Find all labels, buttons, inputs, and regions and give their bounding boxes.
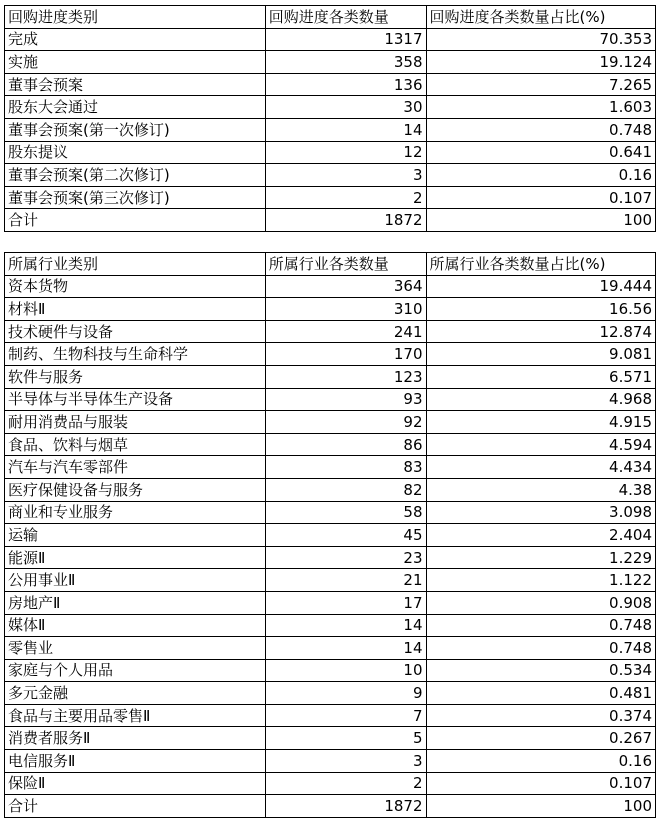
header-row [5,6,656,29]
table-row [5,73,656,96]
category-cell[interactable]: 实施 [5,51,266,74]
table-row [5,298,656,321]
category-cell[interactable]: 能源Ⅱ [5,546,266,569]
table-row [5,727,656,750]
count-cell[interactable]: 1872 [265,209,426,232]
percent-cell[interactable]: 0.748 [426,637,655,660]
percent-cell[interactable]: 1.603 [426,96,655,119]
header-cell[interactable]: 所属行业各类数量占比(%) [426,253,655,276]
header-cell[interactable]: 回购进度各类数量占比(%) [426,6,655,29]
percent-cell[interactable]: 4.968 [426,388,655,411]
category-cell[interactable]: 耐用消费品与服装 [5,411,266,434]
percent-cell[interactable]: 0.107 [426,772,655,795]
count-cell[interactable]: 45 [265,524,426,547]
percent-cell[interactable]: 0.534 [426,659,655,682]
category-cell[interactable]: 公用事业Ⅱ [5,569,266,592]
industry-category-table [4,252,656,818]
table-row [5,478,656,501]
table-row [5,704,656,727]
category-cell[interactable]: 电信服务Ⅱ [5,750,266,773]
percent-cell[interactable]: 0.374 [426,704,655,727]
table-row [5,682,656,705]
count-cell[interactable]: 364 [265,275,426,298]
table-row [5,365,656,388]
table-row [5,750,656,773]
table-row [5,591,656,614]
count-cell[interactable]: 17 [265,591,426,614]
category-cell[interactable]: 医疗保健设备与服务 [5,478,266,501]
percent-cell[interactable]: 0.748 [426,118,655,141]
percent-cell[interactable]: 0.16 [426,750,655,773]
category-cell[interactable]: 房地产Ⅱ [5,591,266,614]
table-row [5,637,656,660]
count-cell[interactable]: 2 [265,186,426,209]
table-row [5,569,656,592]
count-cell[interactable]: 358 [265,51,426,74]
category-cell[interactable]: 商业和专业服务 [5,501,266,524]
count-cell[interactable]: 14 [265,118,426,141]
percent-cell[interactable]: 0.267 [426,727,655,750]
percent-cell[interactable]: 19.124 [426,51,655,74]
table-row [5,501,656,524]
count-cell[interactable]: 241 [265,320,426,343]
count-cell[interactable]: 310 [265,298,426,321]
category-cell[interactable]: 材料Ⅱ [5,298,266,321]
category-cell[interactable]: 资本货物 [5,275,266,298]
table-row [5,388,656,411]
table-row [5,411,656,434]
count-cell[interactable]: 5 [265,727,426,750]
category-cell[interactable]: 半导体与半导体生产设备 [5,388,266,411]
count-cell[interactable]: 3 [265,164,426,187]
percent-cell[interactable]: 70.353 [426,28,655,51]
category-cell[interactable]: 食品、饮料与烟草 [5,433,266,456]
table-row [5,795,656,818]
table-row [5,186,656,209]
category-cell[interactable]: 董事会预案(第一次修订) [5,118,266,141]
category-cell[interactable]: 制药、生物科技与生命科学 [5,343,266,366]
percent-cell[interactable]: 0.748 [426,614,655,637]
category-cell[interactable]: 合计 [5,795,266,818]
percent-cell[interactable]: 3.098 [426,501,655,524]
table-row [5,28,656,51]
percent-cell[interactable]: 4.915 [426,411,655,434]
category-cell[interactable]: 完成 [5,28,266,51]
category-cell[interactable]: 董事会预案(第三次修订) [5,186,266,209]
count-cell[interactable]: 14 [265,637,426,660]
count-cell[interactable]: 82 [265,478,426,501]
table-row [5,96,656,119]
percent-cell[interactable]: 0.908 [426,591,655,614]
count-cell[interactable]: 2 [265,772,426,795]
count-cell[interactable]: 1317 [265,28,426,51]
count-cell[interactable]: 10 [265,659,426,682]
percent-cell[interactable]: 0.641 [426,141,655,164]
count-cell[interactable]: 123 [265,365,426,388]
header-cell[interactable]: 回购进度类别 [5,6,266,29]
percent-cell[interactable]: 100 [426,795,655,818]
count-cell[interactable]: 83 [265,456,426,479]
count-cell[interactable]: 58 [265,501,426,524]
count-cell[interactable]: 92 [265,411,426,434]
category-cell[interactable]: 董事会预案 [5,73,266,96]
count-cell[interactable]: 93 [265,388,426,411]
count-cell[interactable]: 3 [265,750,426,773]
table-row [5,343,656,366]
table-row [5,614,656,637]
category-cell[interactable]: 董事会预案(第二次修订) [5,164,266,187]
category-cell[interactable]: 多元金融 [5,682,266,705]
category-cell[interactable]: 股东提议 [5,141,266,164]
header-cell[interactable]: 所属行业各类数量 [265,253,426,276]
count-cell[interactable]: 21 [265,569,426,592]
table-row [5,524,656,547]
percent-cell[interactable]: 12.874 [426,320,655,343]
percent-cell[interactable]: 100 [426,209,655,232]
category-cell[interactable]: 软件与服务 [5,365,266,388]
category-cell[interactable]: 保险Ⅱ [5,772,266,795]
category-cell[interactable]: 消费者服务Ⅱ [5,727,266,750]
table-row [5,659,656,682]
percent-cell[interactable]: 0.16 [426,164,655,187]
percent-cell[interactable]: 4.38 [426,478,655,501]
table-row [5,772,656,795]
percent-cell[interactable]: 0.481 [426,682,655,705]
table-row [5,433,656,456]
count-cell[interactable]: 7 [265,704,426,727]
category-cell[interactable]: 食品与主要用品零售Ⅱ [5,704,266,727]
count-cell[interactable]: 86 [265,433,426,456]
count-cell[interactable]: 23 [265,546,426,569]
table-row [5,164,656,187]
count-cell[interactable]: 14 [265,614,426,637]
header-cell[interactable]: 所属行业类别 [5,253,266,276]
count-cell[interactable]: 136 [265,73,426,96]
percent-cell[interactable]: 4.594 [426,433,655,456]
table-row [5,456,656,479]
table-row [5,141,656,164]
percent-cell[interactable]: 9.081 [426,343,655,366]
category-cell[interactable]: 家庭与个人用品 [5,659,266,682]
count-cell[interactable]: 12 [265,141,426,164]
category-cell[interactable]: 技术硬件与设备 [5,320,266,343]
percent-cell[interactable]: 1.229 [426,546,655,569]
percent-cell[interactable]: 6.571 [426,365,655,388]
table-row [5,275,656,298]
category-cell[interactable]: 汽车与汽车零部件 [5,456,266,479]
table-row [5,118,656,141]
table-row [5,320,656,343]
percent-cell[interactable]: 2.404 [426,524,655,547]
table-row [5,51,656,74]
category-cell[interactable]: 零售业 [5,637,266,660]
percent-cell[interactable]: 7.265 [426,73,655,96]
category-cell[interactable]: 股东大会通过 [5,96,266,119]
percent-cell[interactable]: 19.444 [426,275,655,298]
percent-cell[interactable]: 16.56 [426,298,655,321]
percent-cell[interactable]: 4.434 [426,456,655,479]
header-row [5,253,656,276]
count-cell[interactable]: 9 [265,682,426,705]
count-cell[interactable]: 1872 [265,795,426,818]
count-cell[interactable]: 170 [265,343,426,366]
percent-cell[interactable]: 1.122 [426,569,655,592]
category-cell[interactable]: 合计 [5,209,266,232]
table-row [5,546,656,569]
header-cell[interactable]: 回购进度各类数量 [265,6,426,29]
category-cell[interactable]: 媒体Ⅱ [5,614,266,637]
table-row [5,209,656,232]
percent-cell[interactable]: 0.107 [426,186,655,209]
repurchase-progress-table [4,5,656,232]
category-cell[interactable]: 运输 [5,524,266,547]
count-cell[interactable]: 30 [265,96,426,119]
